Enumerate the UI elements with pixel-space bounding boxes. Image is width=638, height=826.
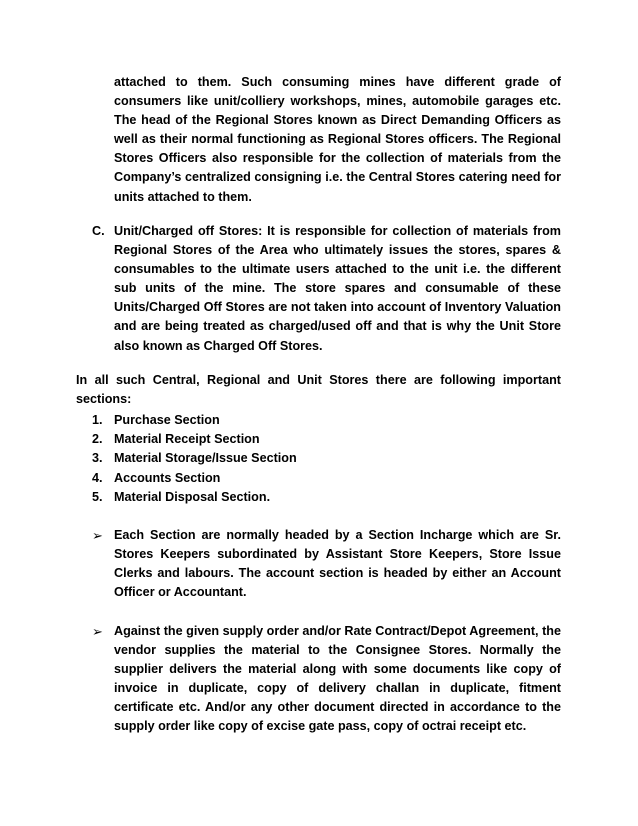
sections-paragraph: In all such Central, Regional and Unit Stores there are following important sections: [76,373,561,407]
bullet-item-supply-order [92,622,561,737]
list-item-label: Material Disposal Section. [114,489,271,504]
bullet-item-section-heads [92,526,561,602]
list-item [92,449,297,468]
list-number: 3. [92,451,103,466]
list-item-label: Material Receipt Section [114,432,260,447]
list-number: 1. [92,413,103,427]
arrow-bullet-icon: ➢ [92,528,103,543]
list-item-label: Accounts Section [114,470,221,485]
list-item-label: Material Storage/Issue Section [114,451,297,466]
list-number: 4. [92,470,103,485]
list-item [92,488,297,507]
bullet-text: Against the given supply order and/or Rate Contract/Depot Agreement, the vendor supplies the material to the Consignee Stores. Normally the supplier delivers the material along with some documents like copy of invoice in duplicate, copy of delivery challan in duplicate, fitment certificate etc. And/or any other document directed in accordance to the supply order like copy of excise gate pass, copy of octrai receipt etc. [114,624,561,734]
list-item [92,430,297,449]
list-item-unit-charged-off-stores [92,222,561,356]
bullet-text: Each Section are normally headed by a Section Incharge which are Sr. Stores Keepers subordinated by Assistant Store Keepers, Store Issue Clerks and labours. The account section is headed by either an Account Officer or Accountant. [114,528,561,600]
list-marker: C. [92,224,105,238]
arrow-bullet-icon: ➢ [92,624,103,639]
intro-paragraph: attached to them. Such consuming mines have different grade of consumers like unit/colliery workshops, mines, automobile garages etc. The head of the Regional Stores known as Direct Demanding Officers as well as their normal functioning as Regional Stores officers. The Regional Stores Officers also responsible for the collection of materials from the Company’s centralized consigning i.e. the Central Stores catering need for units attached to them. [114,75,561,204]
list-item-text: Unit/Charged off Stores: It is responsible for collection of materials from Regional Stores of the Area who ultimately issues the stores, spares & consumables to the ultimate users attached to the unit i.e. the different sub units of the mine. The store spares and consumable of these Units/Charged Off Stores are not taken into account of Inventory Valuation and are being treated as charged/used off and that is why the Unit Store also known as Charged Off Stores. [114,224,561,353]
list-item [92,411,297,430]
list-item-label: Purchase Section [114,413,220,427]
list-item [92,469,297,488]
sections-list [92,411,297,507]
list-number: 5. [92,489,103,504]
list-number: 2. [92,432,103,447]
